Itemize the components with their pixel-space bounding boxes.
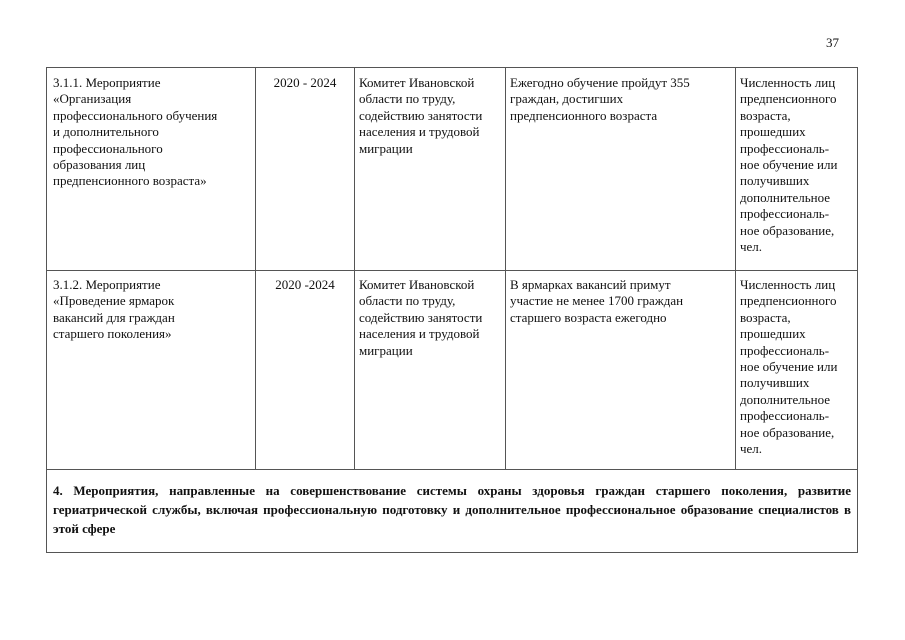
result-line: Ежегодно обучение пройдут 355 — [510, 75, 690, 90]
indicator-line: дополнительное — [740, 189, 831, 205]
executor-line: области по труду, — [359, 293, 456, 309]
table-row-1-result — [510, 75, 734, 124]
event-line: профессионального — [53, 140, 163, 156]
indicator-line: Численность лиц — [740, 277, 836, 292]
indicator-line: получивших — [740, 375, 810, 391]
event-line: предпенсионного возраста» — [53, 173, 207, 189]
period-text: 2020 - 2024 — [273, 75, 337, 90]
table-row-2-result — [510, 277, 734, 326]
executor-line: населения и трудовой — [359, 124, 480, 140]
section-heading: 4. Мероприятия, направленные на совершенствование системы охраны здоровья граждан старшего поколения, развитие гериатрической службы, включая профессиональную подготовку и дополнительное профессиональное образование специалистов в этой сфере — [53, 483, 851, 536]
indicator-line: предпенсионного — [740, 293, 837, 309]
event-line: старшего поколения» — [53, 326, 172, 342]
indicator-line: профессиональ- — [740, 206, 830, 222]
indicator-line: дополнительное — [740, 391, 831, 407]
indicator-line: возраста, — [740, 309, 791, 325]
indicator-line: чел. — [740, 441, 763, 457]
table-row-2-indicator — [740, 277, 856, 457]
indicator-line: ное образование, — [740, 424, 835, 440]
table-row-2-executor — [359, 277, 504, 359]
executor-line: области по труду, — [359, 91, 456, 107]
executor-line: миграции — [359, 140, 413, 156]
event-line: «Организация — [53, 91, 132, 107]
indicator-line: получивших — [740, 173, 810, 189]
indicator-line: прошедших — [740, 326, 806, 342]
indicator-line: профессиональ- — [740, 342, 830, 358]
result-line: предпенсионного возраста — [510, 107, 658, 123]
column-divider — [505, 68, 506, 469]
event-line: образования лиц — [53, 157, 146, 173]
indicator-line: чел. — [740, 239, 763, 255]
column-divider — [354, 68, 355, 469]
indicator-line: прошедших — [740, 124, 806, 140]
indicator-line: ное обучение или — [740, 157, 838, 173]
event-line: вакансий для граждан — [53, 309, 175, 325]
row-divider — [47, 469, 857, 470]
event-line: профессионального обучения — [53, 107, 218, 123]
indicator-line: Численность лиц — [740, 75, 836, 90]
table-row-2-event — [53, 277, 251, 343]
indicator-line: предпенсионного — [740, 91, 837, 107]
executor-line: миграции — [359, 342, 413, 358]
indicator-line: профессиональ- — [740, 140, 830, 156]
table-row-1-indicator — [740, 75, 856, 255]
event-line: 3.1.2. Мероприятие — [53, 277, 161, 292]
indicator-line: ное образование, — [740, 222, 835, 238]
indicator-line: ное обучение или — [740, 359, 838, 375]
indicator-line: возраста, — [740, 107, 791, 123]
executor-line: содействию занятости — [359, 107, 483, 123]
page-number: 37 — [826, 35, 839, 50]
column-divider — [735, 68, 736, 469]
period-text: 2020 -2024 — [275, 277, 335, 292]
executor-line: Комитет Ивановской — [359, 75, 475, 90]
result-line: старшего возраста ежегодно — [510, 309, 667, 325]
table-row-1-period — [256, 75, 354, 91]
indicator-line: профессиональ- — [740, 408, 830, 424]
result-line: В ярмарках вакансий примут — [510, 277, 671, 292]
column-divider — [255, 68, 256, 469]
executor-line: Комитет Ивановской — [359, 277, 475, 292]
measures-table — [46, 67, 858, 553]
table-row-1-event — [53, 75, 251, 190]
result-line: граждан, достигших — [510, 91, 624, 107]
executor-line: населения и трудовой — [359, 326, 480, 342]
table-row-2-period — [256, 277, 354, 293]
event-line: «Проведение ярмарок — [53, 293, 175, 309]
event-line: 3.1.1. Мероприятие — [53, 75, 161, 90]
event-line: и дополнительного — [53, 124, 159, 140]
executor-line: содействию занятости — [359, 309, 483, 325]
result-line: участие не менее 1700 граждан — [510, 293, 684, 309]
table-row-1-executor — [359, 75, 504, 157]
